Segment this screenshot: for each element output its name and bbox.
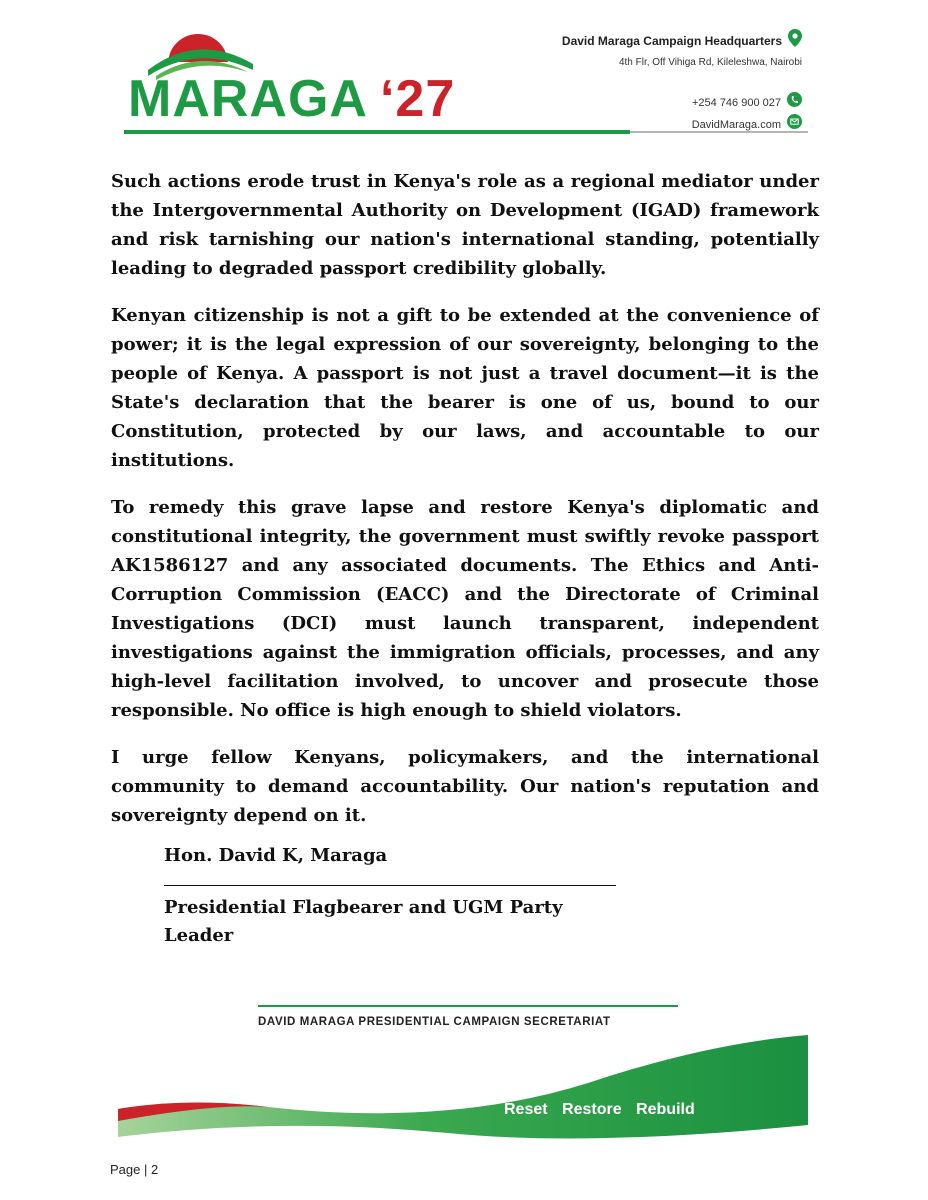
website-text: DavidMaraga.com (691, 119, 781, 131)
signature-block (164, 842, 616, 946)
signatory-title: Presidential Flagbearer and UGM Party Leader (164, 897, 563, 946)
logo-name: MARAGA (128, 70, 368, 128)
logo-year: ‘27 (379, 70, 456, 128)
secretariat-label: DAVID MARAGA PRESIDENTIAL CAMPAIGN SECRETARIAT (258, 1016, 611, 1028)
mail-icon (787, 114, 802, 137)
slogan-restore: Restore (562, 1101, 622, 1118)
paragraph-4: I urge fellow Kenyans, policymakers, and the international community to demand accountability. Our nation's reputation and sovereignty depend on it. (111, 747, 819, 826)
paragraph-2: Kenyan citizenship is not a gift to be extended at the convenience of power; it is the legal expression of our sovereignty, belonging to the people of Kenya. A passport is not just a travel document—it is the State's declaration that the bearer is one of us, bound to our Constitution, protected by our laws, and accountable to our institutions. (111, 305, 819, 471)
header-rule-gray (630, 131, 808, 133)
letter-body (111, 167, 819, 848)
slogan-rebuild: Rebuild (636, 1101, 695, 1118)
letterhead (0, 0, 928, 145)
address-text: 4th Flr, Off Vihiga Rd, Kileleshwa, Nairobi (618, 57, 802, 68)
phone-line (562, 92, 802, 114)
hq-label: David Maraga Campaign Headquarters (561, 34, 782, 48)
paragraph-1: Such actions erode trust in Kenya's role as a regional mediator under the Intergovernmental Authority on Development (IGAD) framework and risk tarnishing our nation's international standing, potentially leading to degraded passport credibility globally. (111, 171, 819, 279)
paragraph-3: To remedy this grave lapse and restore Kenya's diplomatic and constitutional integrity, the government must swiftly revoke passport AK1586127 and any associated documents. The Ethics and Anti-Corruption Commission (EACC) and the Directorate of Criminal Investigations (DCI) must launch transparent, independent investigations against the immigration officials, processes, and any high-level facilitation involved, to uncover and prosecute those responsible. No office is high enough to shield violators. (111, 497, 819, 721)
address-line (562, 52, 802, 74)
signature-line (164, 885, 616, 886)
phone-text: +254 746 900 027 (691, 97, 781, 109)
contact-block (562, 30, 802, 136)
page-number: Page | 2 (110, 1162, 159, 1177)
phone-icon (787, 92, 802, 115)
hq-line (562, 30, 802, 52)
header-rule-green (124, 130, 630, 134)
location-pin-icon (788, 29, 802, 54)
slogan-reset: Reset (504, 1101, 548, 1118)
slogan (504, 1101, 705, 1119)
signatory-name: Hon. David K, Maraga (164, 845, 388, 866)
campaign-logo (128, 22, 456, 128)
logo-wordmark (128, 69, 455, 129)
